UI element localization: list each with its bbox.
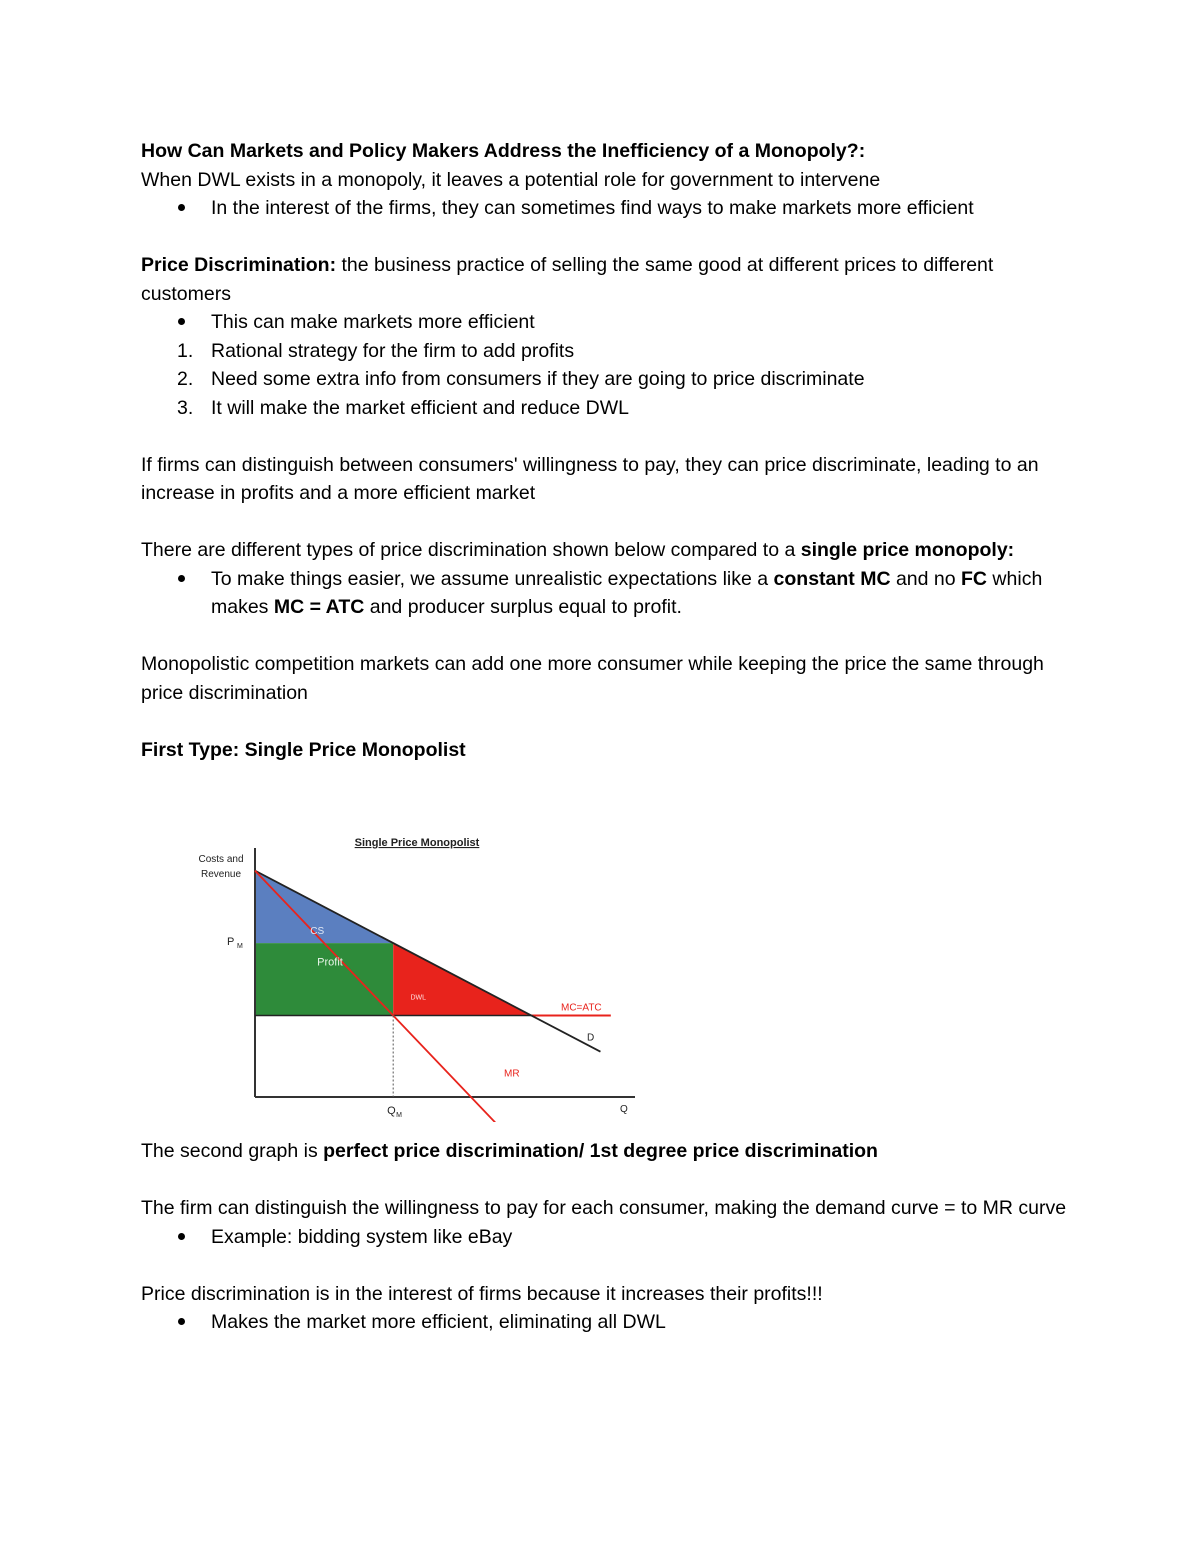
numbered-item: 3. It will make the market efficient and reduce DWL — [177, 396, 629, 419]
bullet-icon — [178, 575, 185, 582]
pm-label: P — [227, 936, 235, 949]
x-axis-label: Q — [620, 1104, 628, 1115]
qm-label: Q — [387, 1105, 396, 1117]
first-type-heading: First Type: Single Price Monopolist — [141, 738, 466, 761]
bullet-icon — [178, 204, 185, 211]
list-item: Makes the market more efficient, eliminating all DWL — [141, 1308, 1071, 1337]
numbered-item: 1. Rational strategy for the firm to add profits — [177, 339, 575, 362]
single-price-monopolist-chart — [190, 826, 640, 1122]
dwl-label: DWL — [410, 994, 427, 1002]
section-heading: How Can Markets and Policy Makers Address the Inefficiency of a Monopoly?: — [141, 140, 866, 162]
list-item: This can make markets more efficient — [141, 308, 1071, 337]
numbered-item: 2. Need some extra info from consumers if they are going to price discriminate — [177, 368, 865, 390]
second-graph-paragraph: The second graph is perfect price discrimination/ 1st degree price discrimination — [141, 1140, 878, 1162]
intro-paragraph: When DWL exists in a monopoly, it leaves a potential role for government to intervene — [141, 168, 881, 191]
cs-label: CS — [310, 926, 325, 938]
chart-svg — [190, 826, 640, 1122]
price-discrimination-definition: Price Discrimination: the business practice of selling the same good at different prices to different customers — [141, 254, 994, 305]
pm-subscript: M — [237, 943, 243, 951]
distinguish-paragraph: If firms can distinguish between consumers' willingness to pay, they can price discriminate, leading to an increase in profits and a more efficient market — [141, 453, 1039, 504]
y-axis-label-line2: Revenue — [200, 869, 242, 880]
y-axis-label-line1: Costs and — [198, 854, 244, 865]
profit-label: Profit — [317, 956, 343, 969]
document-body — [141, 137, 1071, 764]
monopolistic-paragraph: Monopolistic competition markets can add one more consumer while keeping the price the same through price discrimination — [141, 653, 1044, 704]
qm-subscript: M — [396, 1112, 403, 1119]
types-paragraph: There are different types of price discrimination shown below compared to a single price monopoly: — [141, 539, 1015, 561]
profit-region — [255, 943, 393, 1015]
bullet-icon — [178, 1318, 185, 1325]
demand-label: D — [587, 1032, 595, 1044]
bullet-icon — [178, 1233, 185, 1240]
list-item: In the interest of the firms, they can sometimes find ways to make markets more efficient — [141, 194, 1071, 223]
mr-label: MR — [504, 1068, 520, 1080]
firm-paragraph: The firm can distinguish the willingness to pay for each consumer, making the demand curve = to MR curve — [141, 1197, 1067, 1219]
interest-paragraph: Price discrimination is in the interest of firms because it increases their profits!!! — [141, 1282, 823, 1305]
bullet-icon — [178, 318, 185, 325]
list-item: To make things easier, we assume unrealistic expectations like a constant MC and no FC which makes MC = ATC and producer surplus equal to profit. — [141, 565, 1071, 622]
list-item: Example: bidding system like eBay — [141, 1223, 1071, 1252]
mc-atc-label: MC=ATC — [561, 1002, 602, 1014]
document-body-continued — [141, 1137, 1071, 1337]
chart-title: Single Price Monopolist — [354, 837, 480, 849]
